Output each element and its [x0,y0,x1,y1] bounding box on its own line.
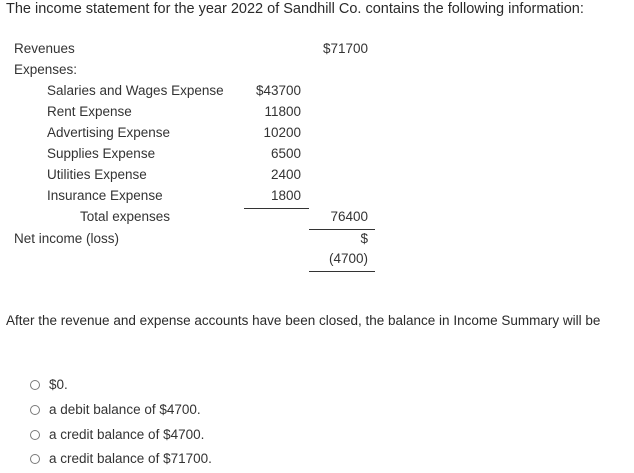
option-label: a debit balance of $4700. [49,402,201,417]
question-text: The income statement for the year 2022 of Sandhill Co. contains the following information: [6,1,584,17]
expense-value: $43700 [255,83,301,98]
net-income-label: Net income (loss) [14,231,120,246]
total-expenses-value: 76400 [330,209,368,224]
expense-value: 1800 [270,188,301,203]
option-label: a credit balance of $4700. [49,427,205,442]
expense-value: 2400 [270,167,301,182]
option-credit-4700[interactable] [30,427,204,442]
option-label: a credit balance of $71700. [49,451,212,466]
total-expenses-label: Total expenses [80,209,171,224]
expense-value: 10200 [263,125,301,140]
option-zero[interactable] [30,377,68,392]
revenues-value: $71700 [322,41,368,56]
option-label: $0. [49,377,68,392]
expense-label: Advertising Expense [47,125,171,140]
total-rule [309,229,375,230]
expense-value: 11800 [264,104,301,119]
expense-label: Utilities Expense [47,167,147,182]
net-income-currency: $ [360,231,368,246]
expenses-label: Expenses: [14,62,78,77]
net-income-rule [309,271,375,272]
expense-label: Rent Expense [47,104,132,119]
option-credit-71700[interactable] [30,451,212,466]
expense-label: Supplies Expense [47,146,156,161]
radio-icon[interactable] [30,430,40,440]
net-income-value: (4700) [328,251,368,266]
radio-icon[interactable] [30,380,40,390]
expense-label: Salaries and Wages Expense [47,83,224,98]
radio-icon[interactable] [30,454,40,464]
expense-label: Insurance Expense [47,188,163,203]
expense-value: 6500 [270,146,301,161]
followup-question: After the revenue and expense accounts have been closed, the balance in Income Summary will be [6,313,601,328]
option-debit-4700[interactable] [30,402,201,417]
subtotal-rule [244,208,309,209]
revenues-label: Revenues [14,41,75,56]
radio-icon[interactable] [30,405,40,415]
